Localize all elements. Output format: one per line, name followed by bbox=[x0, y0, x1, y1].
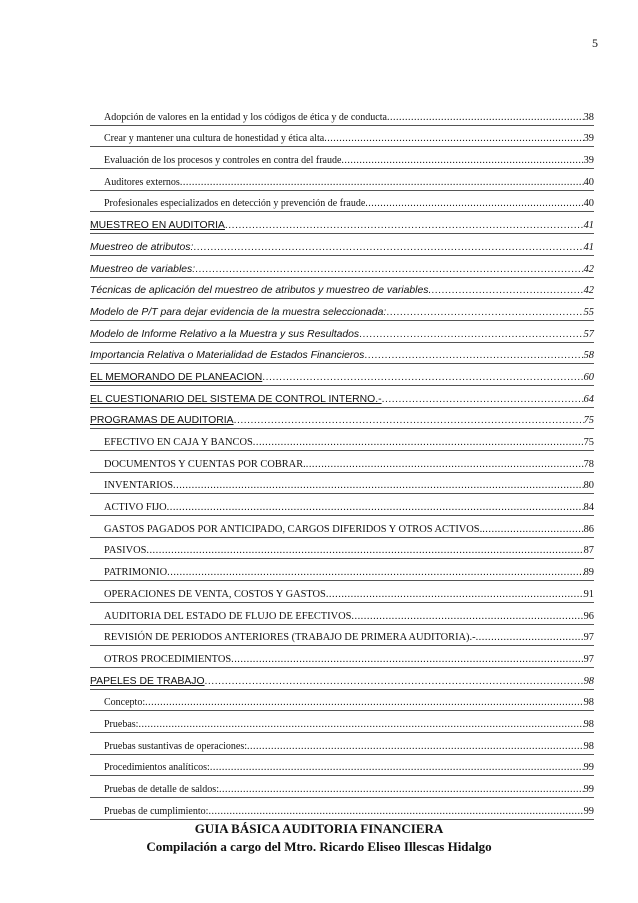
toc-entry-title: Concepto: bbox=[104, 697, 146, 709]
toc-entry[interactable] bbox=[90, 429, 594, 451]
toc-leader-dots bbox=[247, 741, 584, 754]
toc-leader-dots bbox=[365, 198, 583, 211]
toc-leader-dots bbox=[180, 177, 584, 190]
toc-entry-page: 57 bbox=[583, 328, 594, 340]
toc-entry-page: 55 bbox=[583, 306, 594, 318]
toc-entry-page: 84 bbox=[583, 502, 594, 514]
toc-leader-dots bbox=[253, 437, 584, 450]
toc-entry-title: INVENTARIOS bbox=[104, 480, 174, 492]
toc-leader-dots bbox=[195, 264, 583, 277]
toc-entry-page: 58 bbox=[583, 350, 594, 362]
toc-leader-dots bbox=[382, 394, 584, 407]
toc-entry-page: 97 bbox=[583, 653, 594, 665]
toc-entry-page: 38 bbox=[583, 111, 594, 123]
toc-entry-page: 78 bbox=[583, 458, 594, 470]
toc-entry[interactable] bbox=[90, 191, 594, 213]
toc-leader-dots bbox=[364, 350, 583, 363]
toc-leader-dots bbox=[359, 329, 583, 342]
footer bbox=[0, 820, 638, 856]
toc-leader-dots bbox=[231, 654, 584, 667]
toc-entry-page: 42 bbox=[583, 285, 594, 297]
toc-entry-title: EL CUESTIONARIO DEL SISTEMA DE CONTROL INTERNO.- bbox=[90, 393, 382, 405]
toc-entry[interactable] bbox=[90, 299, 594, 321]
table-of-contents bbox=[90, 104, 594, 820]
toc-entry-title: EFECTIVO EN CAJA Y BANCOS bbox=[104, 437, 253, 448]
toc-entry-title: PASIVOS bbox=[104, 545, 147, 557]
toc-entry[interactable] bbox=[90, 776, 594, 798]
footer-title: GUIA BÁSICA AUDITORIA FINANCIERA bbox=[194, 821, 444, 836]
toc-leader-dots bbox=[225, 220, 584, 233]
toc-entry[interactable] bbox=[90, 169, 594, 191]
toc-entry[interactable] bbox=[90, 559, 594, 581]
toc-leader-dots bbox=[431, 285, 583, 298]
toc-entry-title: EL MEMORANDO DE PLANEACION bbox=[90, 371, 263, 383]
toc-entry-page: 40 bbox=[583, 176, 594, 188]
toc-leader-dots bbox=[482, 524, 583, 537]
toc-leader-dots bbox=[351, 611, 583, 624]
toc-entry-page: 96 bbox=[583, 610, 594, 622]
toc-entry-title: Evaluación de los procesos y controles en contra del fraude bbox=[104, 155, 342, 167]
toc-entry-title: Importancia Relativa o Materialidad de Estados Financieros bbox=[90, 350, 365, 362]
toc-entry-page: 80 bbox=[583, 480, 594, 492]
toc-entry-title: Pruebas sustantivas de operaciones: bbox=[104, 740, 248, 752]
toc-entry[interactable] bbox=[90, 473, 594, 495]
toc-entry-title: Profesionales especializados en detección y prevención de fraude bbox=[104, 198, 366, 210]
toc-entry[interactable] bbox=[90, 603, 594, 625]
toc-leader-dots bbox=[193, 242, 583, 255]
toc-entry[interactable] bbox=[90, 711, 594, 733]
toc-entry-page: 98 bbox=[583, 740, 594, 752]
toc-entry-title: PROGRAMAS DE AUDITORIA bbox=[90, 415, 234, 427]
toc-entry[interactable] bbox=[90, 343, 594, 365]
toc-entry[interactable] bbox=[90, 690, 594, 712]
toc-entry[interactable] bbox=[90, 516, 594, 538]
toc-entry-page: 40 bbox=[583, 198, 594, 210]
toc-entry-title: AUDITORIA DEL ESTADO DE FLUJO DE EFECTIVOS bbox=[104, 610, 352, 622]
toc-entry-title: ACTIVO FIJO bbox=[104, 502, 167, 514]
toc-entry[interactable] bbox=[90, 733, 594, 755]
toc-entry-title: Muestreo de variables: bbox=[90, 263, 196, 275]
toc-entry-page: 41 bbox=[583, 220, 594, 232]
toc-entry-page: 99 bbox=[583, 784, 594, 795]
toc-entry[interactable] bbox=[90, 256, 594, 278]
toc-entry[interactable] bbox=[90, 321, 594, 343]
toc-entry[interactable] bbox=[90, 755, 594, 777]
toc-entry[interactable] bbox=[90, 104, 594, 126]
toc-entry[interactable] bbox=[90, 668, 594, 690]
toc-entry[interactable] bbox=[90, 212, 594, 234]
toc-leader-dots bbox=[138, 719, 583, 732]
page-number: 5 bbox=[592, 36, 598, 50]
toc-entry[interactable] bbox=[90, 494, 594, 516]
toc-entry[interactable] bbox=[90, 364, 594, 386]
toc-entry[interactable] bbox=[90, 147, 594, 169]
toc-entry[interactable] bbox=[90, 234, 594, 256]
toc-entry-page: 60 bbox=[583, 371, 594, 383]
toc-leader-dots bbox=[234, 415, 584, 428]
toc-entry-title: PAPELES DE TRABAJO bbox=[90, 675, 205, 687]
toc-entry-title: Auditores externos bbox=[104, 176, 180, 188]
toc-entry-page: 75 bbox=[583, 415, 594, 427]
toc-leader-dots bbox=[326, 589, 584, 602]
toc-entry-title: GASTOS PAGADOS POR ANTICIPADO, CARGOS DIFERIDOS Y OTROS ACTIVOS. bbox=[104, 523, 483, 535]
toc-entry-title: Pruebas: bbox=[104, 718, 139, 730]
toc-leader-dots bbox=[341, 155, 583, 168]
toc-entry[interactable] bbox=[90, 126, 594, 148]
toc-entry-title: MUESTREO EN AUDITORIA bbox=[90, 220, 225, 232]
toc-leader-dots bbox=[145, 697, 584, 710]
toc-entry-page: 39 bbox=[583, 155, 594, 167]
toc-entry-title: DOCUMENTOS Y CUENTAS POR COBRAR. bbox=[104, 458, 306, 470]
toc-entry-title: Pruebas de cumplimiento: bbox=[104, 805, 209, 817]
toc-entry[interactable] bbox=[90, 798, 594, 820]
toc-entry-title: Técnicas de aplicación del muestreo de atributos y muestreo de variables. bbox=[90, 285, 432, 297]
toc-entry-page: 98 bbox=[583, 718, 594, 730]
toc-entry[interactable] bbox=[90, 386, 594, 408]
toc-entry-title: Pruebas de detalle de saldos: bbox=[104, 784, 219, 795]
toc-leader-dots bbox=[219, 784, 584, 797]
toc-entry-title: OTROS PROCEDIMIENTOS bbox=[104, 653, 232, 665]
toc-leader-dots bbox=[387, 112, 584, 125]
toc-entry-page: 86 bbox=[583, 523, 594, 535]
toc-leader-dots bbox=[205, 676, 584, 689]
toc-leader-dots bbox=[306, 459, 584, 472]
toc-entry-title: REVISIÓN DE PERIODOS ANTERIORES (TRABAJO DE PRIMERA AUDITORIA).- bbox=[104, 632, 476, 644]
toc-entry[interactable] bbox=[90, 625, 594, 647]
toc-entry[interactable] bbox=[90, 538, 594, 560]
toc-entry-title: Procedimientos analíticos: bbox=[104, 762, 210, 774]
toc-entry-page: 91 bbox=[583, 588, 594, 600]
toc-entry-page: 99 bbox=[583, 762, 594, 774]
toc-entry-title: Muestreo de atributos: bbox=[90, 241, 194, 253]
toc-entry[interactable] bbox=[90, 408, 594, 430]
toc-entry-title: PATRIMONIO bbox=[104, 567, 168, 579]
toc-entry-page: 42 bbox=[583, 263, 594, 275]
toc-leader-dots bbox=[167, 502, 584, 515]
toc-entry-page: 75 bbox=[583, 437, 594, 448]
toc-entry-page: 98 bbox=[583, 697, 594, 709]
toc-entry-title: Modelo de P/T para dejar evidencia de la muestra seleccionada: bbox=[90, 306, 387, 318]
toc-entry-title: Modelo de Informe Relativo a la Muestra y sus Resultados bbox=[90, 328, 360, 340]
toc-entry-page: 97 bbox=[583, 632, 594, 644]
toc-leader-dots bbox=[173, 480, 584, 493]
toc-entry-page: 64 bbox=[583, 393, 594, 405]
toc-entry-title: OPERACIONES DE VENTA, COSTOS Y GASTOS bbox=[104, 588, 326, 600]
toc-entry[interactable] bbox=[90, 451, 594, 473]
toc-leader-dots bbox=[476, 632, 584, 645]
toc-entry-title: Crear y mantener una cultura de honestidad y ética alta bbox=[104, 133, 325, 145]
toc-leader-dots bbox=[210, 762, 584, 775]
toc-leader-dots bbox=[146, 545, 583, 558]
toc-entry-page: 41 bbox=[583, 241, 594, 253]
toc-leader-dots bbox=[262, 372, 583, 385]
toc-leader-dots bbox=[167, 567, 583, 580]
toc-entry[interactable] bbox=[90, 581, 594, 603]
toc-leader-dots bbox=[324, 133, 583, 146]
footer-author: Compilación a cargo del Mtro. Ricardo Eliseo Illescas Hidalgo bbox=[146, 839, 492, 854]
toc-leader-dots bbox=[208, 806, 583, 819]
toc-leader-dots bbox=[386, 307, 583, 320]
toc-entry-page: 39 bbox=[583, 133, 594, 145]
toc-entry-page: 98 bbox=[583, 675, 594, 687]
toc-entry-page: 87 bbox=[583, 545, 594, 557]
toc-entry-page: 99 bbox=[583, 805, 594, 817]
toc-entry[interactable] bbox=[90, 278, 594, 300]
toc-entry[interactable] bbox=[90, 646, 594, 668]
toc-entry-title: Adopción de valores en la entidad y los códigos de ética y de conducta bbox=[104, 111, 387, 123]
toc-entry-page: 89 bbox=[583, 567, 594, 579]
